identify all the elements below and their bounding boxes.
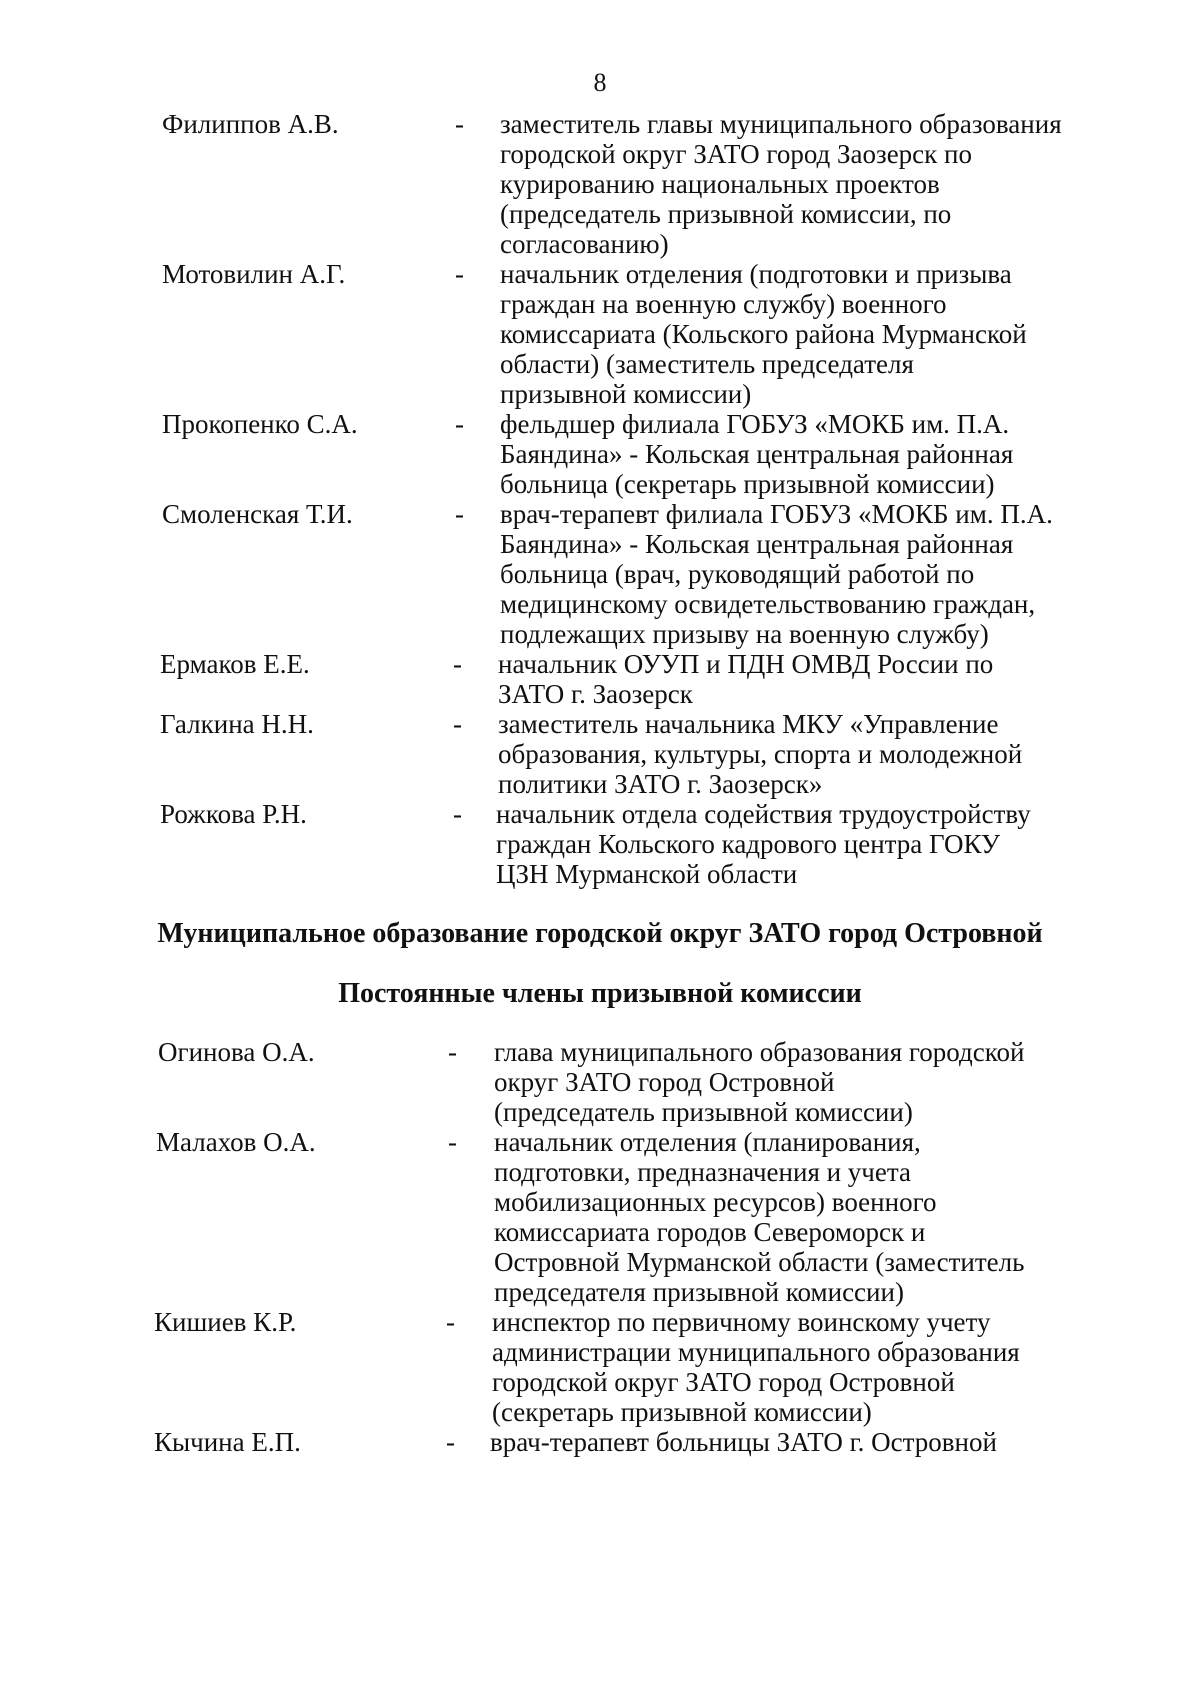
member-name: Прокопенко С.А. [162, 409, 358, 439]
member-role-line: Баяндина» - Кольская центральная районная [500, 439, 1014, 469]
member-role-line: подготовки, предназначения и учета [494, 1157, 911, 1187]
member-row [0, 498, 1200, 648]
member-name: Малахов О.А. [156, 1127, 316, 1157]
member-dash: - [448, 1037, 457, 1067]
member-role-line: комиссариата (Кольского района Мурманской [500, 319, 1027, 349]
member-dash: - [453, 709, 462, 739]
member-role-line: начальник отделения (планирования, [494, 1127, 921, 1157]
member-role-line: начальник отделения (подготовки и призыва [500, 259, 1012, 289]
member-dash: - [453, 649, 462, 679]
member-dash: - [455, 109, 464, 139]
member-row [0, 1126, 1200, 1306]
member-row [0, 708, 1200, 798]
member-name: Ермаков Е.Е. [160, 649, 310, 679]
member-role-line: призывной комиссии) [500, 379, 752, 409]
member-role-line: больница (врач, руководящий работой по [500, 559, 975, 589]
member-dash: - [446, 1307, 455, 1337]
member-name: Смоленская Т.И. [162, 499, 353, 529]
member-role-line: городской округ ЗАТО город Островной [492, 1367, 955, 1397]
member-role-line: городской округ ЗАТО город Заозерск по [500, 139, 972, 169]
member-name: Кишиев К.Р. [154, 1307, 297, 1337]
member-row [0, 1426, 1200, 1456]
member-name: Рожкова Р.Н. [160, 799, 307, 829]
member-role-line: области) (заместитель председателя [500, 349, 914, 379]
member-role-line: (председатель призывной комиссии) [494, 1097, 913, 1127]
member-dash: - [453, 799, 462, 829]
member-name: Галкина Н.Н. [160, 709, 314, 739]
member-role-line: ЗАТО г. Заозерск [498, 679, 693, 709]
member-row [0, 648, 1200, 708]
member-name: Огинова О.А. [158, 1037, 315, 1067]
member-role [500, 498, 1090, 648]
member-name: Филиппов А.В. [162, 109, 339, 139]
member-role [498, 648, 1088, 708]
member-role-line: медицинскому освидетельствованию граждан, [500, 589, 1036, 619]
member-role [492, 1306, 1082, 1426]
member-row [0, 1306, 1200, 1426]
member-role-line: инспектор по первичному воинскому учету [492, 1307, 991, 1337]
member-row [0, 108, 1200, 258]
member-role-line: врач-терапевт больницы ЗАТО г. Островной [490, 1427, 997, 1457]
member-row [0, 258, 1200, 408]
member-role-line: мобилизационных ресурсов) военного [494, 1187, 937, 1217]
member-role-line: подлежащих призыву на военную службу) [500, 619, 989, 649]
member-role-line: начальник ОУУП и ПДН ОМВД России по [498, 649, 994, 679]
member-dash: - [455, 499, 464, 529]
member-dash: - [446, 1427, 455, 1457]
member-role-line: Баяндина» - Кольская центральная районная [500, 529, 1014, 559]
member-name: Кычина Е.П. [154, 1427, 301, 1457]
member-role-line: заместитель начальника МКУ «Управление [498, 709, 999, 739]
member-role-line: образования, культуры, спорта и молодежной [498, 739, 1023, 769]
member-role-line: ЦЗН Мурманской области [496, 859, 798, 889]
member-dash: - [448, 1127, 457, 1157]
member-role-line: округ ЗАТО город Островной [494, 1067, 835, 1097]
member-name: Мотовилин А.Г. [162, 259, 346, 289]
member-role-line: согласованию) [500, 229, 669, 259]
member-role [500, 258, 1090, 408]
member-role [500, 408, 1090, 498]
member-role-line: глава муниципального образования городской [494, 1037, 1025, 1067]
member-dash: - [455, 259, 464, 289]
member-role-line: (председатель призывной комиссии, по [500, 199, 952, 229]
member-role-line: начальник отдела содействия трудоустройству [496, 799, 1031, 829]
member-row [0, 1036, 1200, 1126]
heading-permanent-members: Постоянные члены призывной комиссии [338, 978, 862, 1009]
member-role-line: комиссариата городов Североморск и [494, 1217, 926, 1247]
member-role-line: курированию национальных проектов [500, 169, 940, 199]
member-role-line: Островной Мурманской области (заместитель [494, 1247, 1025, 1277]
member-role [496, 798, 1086, 888]
member-role-line: (секретарь призывной комиссии) [492, 1397, 872, 1427]
member-role-line: граждан на военную службу) военного [500, 289, 947, 319]
member-role [494, 1036, 1084, 1126]
member-role-line: заместитель главы муниципального образования [500, 109, 1062, 139]
member-role [494, 1126, 1084, 1306]
member-role [490, 1426, 1080, 1456]
page-number: 8 [593, 68, 607, 97]
member-row [0, 408, 1200, 498]
member-row [0, 798, 1200, 888]
member-role-line: больница (секретарь призывной комиссии) [500, 469, 995, 499]
member-role-line: политики ЗАТО г. Заозерск» [498, 769, 823, 799]
member-role-line: граждан Кольского кадрового центра ГОКУ [496, 829, 1001, 859]
member-role-line: председателя призывной комиссии) [494, 1277, 904, 1307]
heading-municipality: Муниципальное образование городской округ ЗАТО город Островной [157, 918, 1043, 949]
member-role-line: врач-терапевт филиала ГОБУЗ «МОКБ им. П.А. [500, 499, 1053, 529]
member-dash: - [455, 409, 464, 439]
member-role-line: администрации муниципального образования [492, 1337, 1020, 1367]
member-role [500, 108, 1090, 258]
member-role [498, 708, 1088, 798]
member-role-line: фельдшер филиала ГОБУЗ «МОКБ им. П.А. [500, 409, 1010, 439]
